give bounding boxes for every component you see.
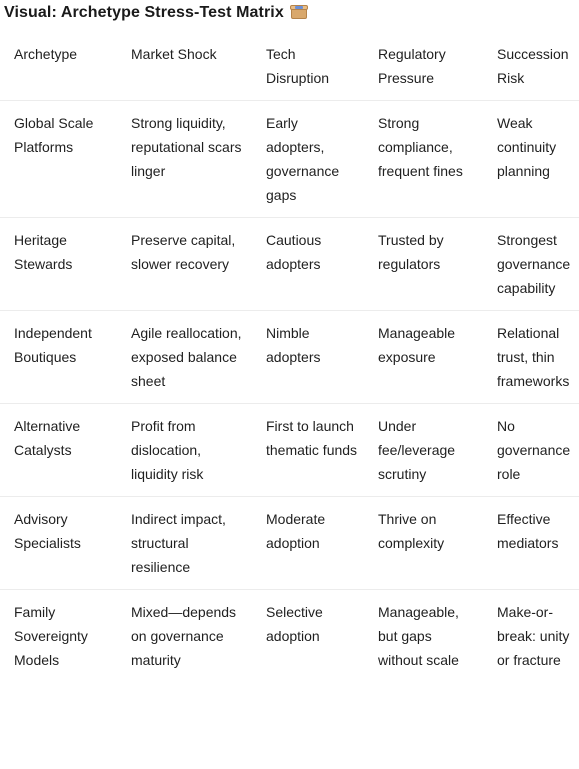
table-cell: Global Scale Platforms — [0, 101, 117, 218]
table-row — [0, 311, 579, 404]
table-cell: Manageable, but gaps without scale — [378, 604, 459, 668]
table-row — [0, 497, 579, 590]
table-cell: First to launch thematic funds — [252, 404, 364, 497]
table-cell: Selective adoption — [266, 604, 323, 644]
table-cell: Early adopters, governance gaps — [252, 101, 364, 218]
table-cell: Thrive on complexity — [364, 497, 483, 590]
table-cell: Alternative Catalysts — [0, 404, 117, 497]
table-cell: Advisory Specialists — [0, 497, 117, 590]
table-row — [0, 404, 579, 497]
table-cell: No governance role — [483, 404, 579, 497]
table-cell: Under fee/leverage scrutiny — [364, 404, 483, 497]
page-title — [4, 0, 308, 26]
stress-test-matrix-table — [0, 32, 579, 676]
table-cell: Cautious adopters — [252, 218, 364, 311]
table-cell: Weak continuity planning — [483, 101, 579, 218]
table-cell: Indirect impact, structural resilience — [117, 497, 252, 590]
header-succession-risk: Succession Risk — [483, 32, 579, 101]
table-cell: Strong liquidity, reputational scars linger — [117, 101, 252, 218]
table-cell: Nimble adopters — [252, 311, 364, 404]
title-text: Visual: Archetype Stress-Test Matrix — [4, 4, 284, 21]
table-cell: Preserve capital, slower recovery — [117, 218, 252, 311]
table-header-row — [0, 32, 579, 101]
table-row — [0, 590, 579, 677]
header-regulatory-pressure: Regulatory Pressure — [364, 32, 483, 101]
header-tech-disruption: Tech Disruption — [252, 32, 364, 101]
table-cell: Trusted by regulators — [364, 218, 483, 311]
table-cell: Make-or-break: unity or fracture — [497, 604, 570, 668]
table-cell: Mixed—depends on governance maturity — [131, 604, 237, 668]
table-cell: Relational trust, thin frameworks — [483, 311, 579, 404]
table-cell: Family Sovereignty Models — [14, 604, 88, 668]
table-row — [0, 218, 579, 311]
table-cell: Independent Boutiques — [0, 311, 117, 404]
table-cell: Moderate adoption — [252, 497, 364, 590]
table-cell: Manageable exposure — [364, 311, 483, 404]
table-cell: Profit from dislocation, liquidity risk — [117, 404, 252, 497]
table-cell: Agile reallocation, exposed balance sheet — [117, 311, 252, 404]
table-cell: Heritage Stewards — [0, 218, 117, 311]
table-cell: Strong compliance, frequent fines — [364, 101, 483, 218]
header-archetype: Archetype — [0, 32, 117, 101]
table-cell: Effective mediators — [483, 497, 579, 590]
table-cell: Strongest governance capability — [483, 218, 579, 311]
header-market-shock: Market Shock — [117, 32, 252, 101]
table-row — [0, 101, 579, 218]
package-box-icon — [290, 4, 308, 20]
